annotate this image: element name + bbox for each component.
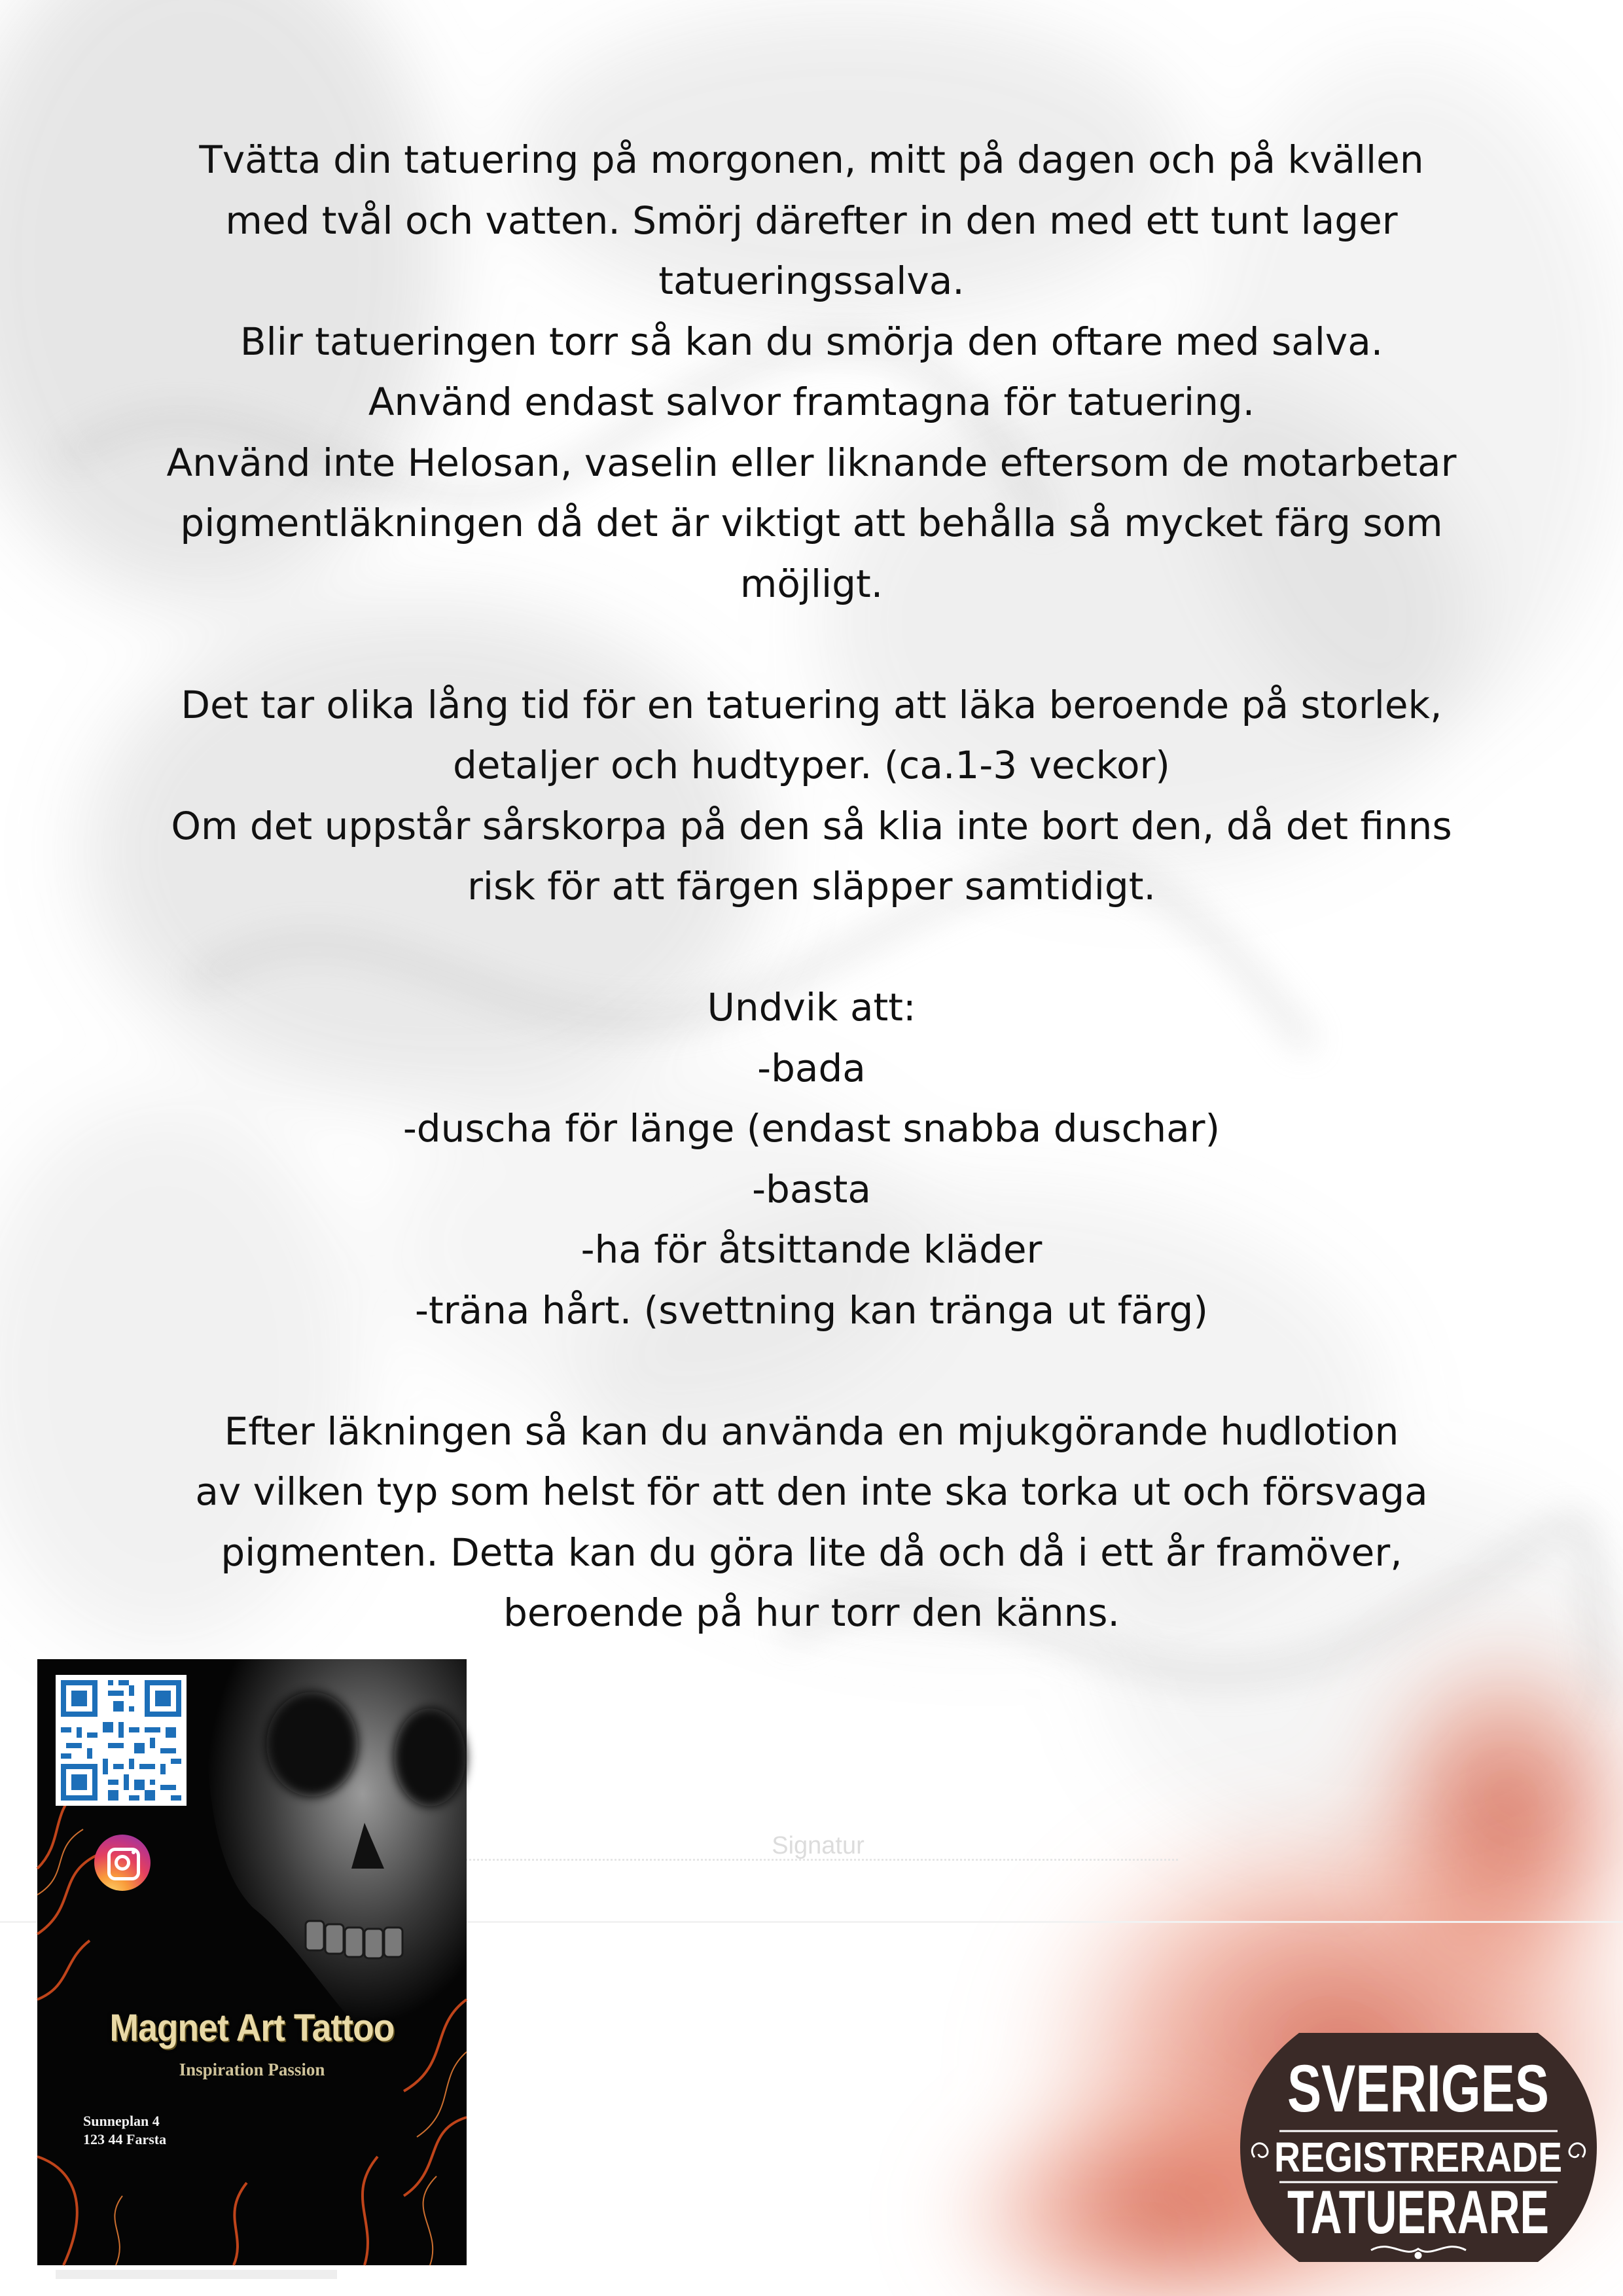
registered-tattooists-badge bbox=[1240, 2026, 1597, 2269]
avoid-item: -basta bbox=[752, 1166, 871, 1211]
instagram-icon[interactable] bbox=[94, 1835, 151, 1891]
care-instructions bbox=[92, 130, 1531, 1643]
instruction-line: detaljer och hudtyper. (ca.1-3 veckor) bbox=[453, 743, 1170, 787]
signature-line[interactable] bbox=[458, 1833, 1178, 1861]
instruction-line: pigmentläkningen då det är viktigt att behålla så mycket färg som bbox=[180, 501, 1443, 545]
studio-address bbox=[83, 2112, 166, 2149]
instruction-line: av vilken typ som helst för att den inte ska torka ut och försvaga bbox=[195, 1469, 1428, 1514]
address-city: 123 44 Farsta bbox=[83, 2131, 167, 2147]
instruction-line: Blir tatueringen torr så kan du smörja den oftare med salva. bbox=[240, 319, 1383, 364]
instruction-line: risk för att färgen släpper samtidigt. bbox=[467, 864, 1156, 908]
badge-line-2: REGISTRERADE bbox=[1274, 2134, 1562, 2181]
instruction-line: Tvätta din tatuering på morgonen, mitt på dagen och på kvällen bbox=[199, 137, 1424, 182]
avoid-item: -träna hårt. (svettning kan tränga ut färg) bbox=[415, 1287, 1208, 1333]
studio-tagline: Inspiration Passion bbox=[179, 2060, 325, 2079]
blank-line bbox=[92, 917, 1531, 978]
instruction-line: beroende på hur torr den känns. bbox=[503, 1590, 1120, 1635]
blank-line bbox=[92, 1340, 1531, 1401]
avoid-heading: Undvik att: bbox=[707, 985, 916, 1030]
avoid-item: -bada bbox=[757, 1045, 866, 1090]
studio-flyer bbox=[37, 1659, 467, 2265]
blank-line bbox=[92, 614, 1531, 675]
instruction-line: tatueringssalva. bbox=[658, 259, 965, 303]
avoid-item: -duscha för länge (endast snabba duschar) bbox=[402, 1106, 1221, 1151]
instruction-line: möjligt. bbox=[740, 561, 883, 606]
address-street: Sunneplan 4 bbox=[83, 2113, 160, 2129]
instagram-dot bbox=[132, 1850, 135, 1854]
instruction-line: Efter läkningen så kan du använda en mjukgörande hudlotion bbox=[224, 1408, 1399, 1454]
qr-code-icon[interactable] bbox=[56, 1675, 187, 1806]
instruction-line: pigmenten. Detta kan du göra lite då och då i ett år framöver, bbox=[221, 1530, 1402, 1575]
badge-line-1: SVERIGES bbox=[1287, 2051, 1549, 2126]
divider bbox=[56, 2270, 337, 2279]
signature-label: Signatur bbox=[772, 1832, 865, 1859]
avoid-item: -ha för åtsittande kläder bbox=[580, 1227, 1043, 1272]
instagram-lens bbox=[115, 1855, 130, 1871]
badge-line-3: TATUERARE bbox=[1287, 2178, 1549, 2246]
instruction-line: Om det uppstår sårskorpa på den så klia inte bort den, då det finns bbox=[171, 803, 1452, 848]
instruction-line: med tvål och vatten. Smörj därefter in den med ett tunt lager bbox=[225, 198, 1398, 243]
instruction-line: Använd inte Helosan, vaselin eller liknande eftersom de motarbetar bbox=[166, 440, 1457, 485]
instruction-line: Använd endast salvor framtagna för tatuering. bbox=[368, 380, 1255, 424]
instruction-line: Det tar olika lång tid för en tatuering att läka beroende på storlek, bbox=[181, 682, 1442, 727]
studio-name: Magnet Art Tattoo bbox=[109, 2007, 395, 2049]
